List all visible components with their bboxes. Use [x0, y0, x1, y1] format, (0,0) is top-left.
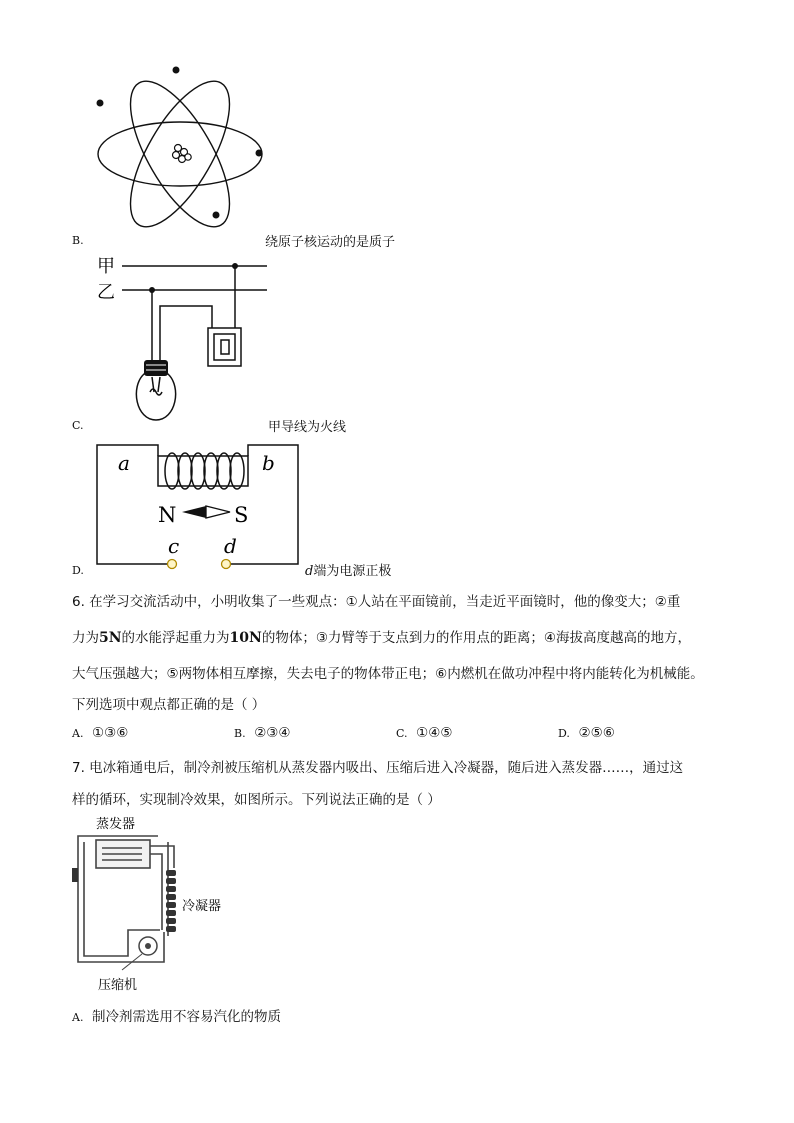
q7-line2: 样的循环，实现制冷效果，如图所示。下列说法正确的是（ ）	[72, 792, 441, 808]
label-a: a	[118, 451, 130, 475]
q6-line2-mid: 的水能浮起重力为	[121, 630, 230, 646]
option-d-caption	[305, 560, 391, 579]
q6-line3: 大气压强越大；⑤两物体相互摩擦，失去电子的物体带正电；⑥内燃机在做功冲程中将内能转化为机械能。	[72, 666, 704, 682]
wire-label-yi: 乙	[97, 282, 115, 303]
nucleus	[173, 145, 192, 163]
q6-option-d[interactable]: D. ②⑤⑥	[558, 725, 615, 741]
label-compressor: 压缩机	[98, 978, 138, 993]
q6-value-10N: 10N	[229, 630, 262, 646]
junction-dots	[149, 263, 238, 293]
option-d-letter: D.	[72, 564, 84, 577]
q6-option-a[interactable]: A. ①③⑥	[72, 725, 129, 741]
terminal-d	[222, 560, 231, 569]
option-b-caption: 绕原子核运动的是质子	[265, 235, 396, 250]
atom-diagram	[92, 62, 268, 244]
label-S: S	[234, 503, 249, 527]
q7-option-a[interactable]: A. 制冷剂需选用不容易汽化的物质	[72, 1009, 282, 1025]
door-handle	[72, 868, 78, 882]
needle-north	[182, 506, 206, 518]
option-d-caption-var: d	[305, 564, 314, 579]
label-c: c	[168, 534, 180, 558]
option-d-caption-text: 端为电源正极	[313, 564, 392, 579]
option-c-letter: C.	[72, 419, 84, 432]
option-c-caption: 甲导线为火线	[268, 420, 347, 435]
electromagnet-diagram	[92, 440, 304, 572]
terminal-c	[168, 560, 177, 569]
q6-line1: 6. 在学习交流活动中，小明收集了一些观点：①人站在平面镜前，当走近平面镜时，他的像变大；②重	[72, 594, 681, 610]
electron-orbit	[98, 122, 262, 186]
label-condenser: 冷凝器	[182, 899, 222, 914]
q6-line2-post: 的物体；③力臂等于支点到力的作用点的距离；④海拔高度越高的地方，	[261, 630, 692, 646]
lamp-holder	[144, 360, 168, 376]
q6-value-5N: 5N	[99, 630, 122, 646]
q6-option-b[interactable]: B. ②③④	[234, 725, 291, 741]
option-b-letter: B.	[72, 234, 84, 247]
label-evaporator: 蒸发器	[96, 817, 136, 832]
q6-line4: 下列选项中观点都正确的是（ ）	[72, 697, 266, 713]
household-circuit-diagram	[92, 252, 272, 424]
label-d: d	[224, 534, 237, 558]
label-b: b	[262, 451, 275, 475]
q7-line1: 7. 电冰箱通电后，制冷剂被压缩机从蒸发器内吸出、压缩后进入冷凝器，随后进入蒸发器……，通过这	[72, 760, 684, 776]
q6-option-c[interactable]: C. ①④⑤	[396, 725, 453, 741]
q6-line2-pre: 力为	[72, 630, 99, 646]
label-N: N	[158, 503, 177, 527]
wire-label-jia: 甲	[97, 256, 115, 277]
needle-south	[206, 506, 230, 518]
q6-line2	[72, 626, 691, 646]
electrons	[97, 67, 263, 219]
refrigerator-diagram	[70, 812, 240, 996]
